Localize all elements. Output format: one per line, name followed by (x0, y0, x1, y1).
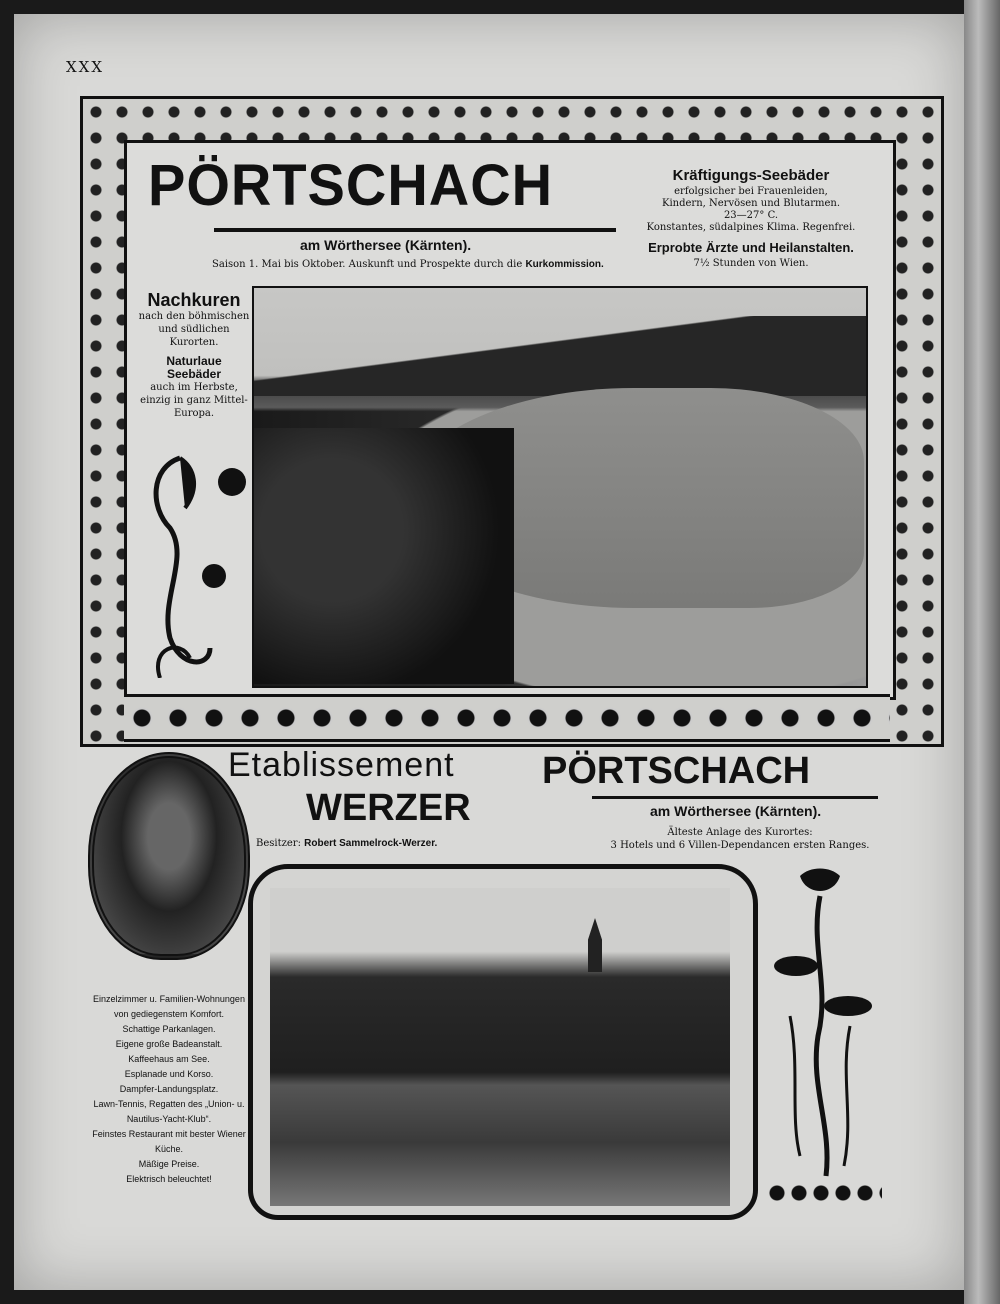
hotel-photo (270, 888, 730, 1206)
top-ad-title: PÖRTSCHACH (148, 151, 554, 218)
owner-label: Besitzer: (256, 838, 301, 849)
info-line: 3 Hotels und 6 Villen-Dependancen ersten Ranges. (610, 840, 870, 851)
right-line: Kindern, Nervösen und Blutarmen. (661, 198, 841, 209)
feature-item: Einzelzimmer u. Familien-Wohnungen (93, 994, 245, 1004)
info-line: Älteste Anlage des Kurortes: (667, 827, 813, 838)
feature-item: Dampfer-Landungsplatz. (119, 1084, 219, 1094)
lotus-ornament-icon (770, 866, 880, 1186)
left-heading: Nachkuren (147, 290, 241, 310)
right-heading: Kräftigungs-Seebäder (672, 167, 830, 184)
ornamental-strip (766, 1180, 882, 1206)
lake-photo (252, 286, 868, 688)
feature-item: Feinstes Restaurant mit bester Wiener Küche. (92, 1129, 246, 1154)
owner-name: Robert Sammelrock-Werzer. (304, 838, 438, 849)
season-strong: Kurkommission. (525, 259, 604, 270)
feature-item: Elektrisch beleuchtet! (126, 1174, 212, 1184)
top-ad-right-block (622, 166, 880, 270)
feature-item: Kaffeehaus am See. (128, 1054, 210, 1064)
owner-line (256, 838, 437, 849)
feature-item: Schattige Parkanlagen. (122, 1024, 216, 1034)
right-line: erfolgsicher bei Frauenleiden, (674, 186, 828, 197)
title-rule (592, 796, 878, 799)
etablissement-label: Etablissement (228, 746, 455, 784)
bottom-ad-info (600, 826, 880, 852)
werzer-title: WERZER (306, 787, 471, 829)
left-text: nach den böhmischen und südlichen Kurorten. (138, 311, 250, 348)
top-ad-subtitle: am Wörthersee (Kärnten). (300, 237, 472, 253)
feature-item: von gediegenstem Komfort. (113, 1009, 225, 1019)
season-text: Saison 1. Mai bis Oktober. Auskunft und Prospekte durch die (212, 259, 523, 270)
feature-item: Mäßige Preise. (138, 1159, 200, 1169)
bottom-ad-title: PÖRTSCHACH (542, 750, 811, 792)
right-heading-2: Erprobte Ärzte und Heilanstalten. (648, 240, 854, 255)
right-line: Konstantes, südalpines Klima. Regenfrei. (646, 222, 856, 233)
title-rule (214, 228, 616, 232)
feature-item: Eigene große Badeanstalt. (115, 1039, 223, 1049)
ornamental-strip (124, 694, 890, 742)
feature-item: Lawn-Tennis, Regatten des „Union- u. Nautilus-Yacht-Klub“. (93, 1099, 245, 1124)
bottom-ad-subtitle: am Wörthersee (Kärnten). (650, 803, 822, 819)
left-text: auch im Herbste, einzig in ganz Mittel-Europa. (140, 382, 248, 419)
right-line: 7½ Stunden von Wien. (693, 258, 809, 269)
feature-item: Esplanade und Korso. (124, 1069, 214, 1079)
page-number: XXX (66, 58, 105, 76)
season-line (212, 259, 604, 270)
portrait-medallion (88, 752, 250, 960)
top-ad-left-column (138, 290, 250, 420)
trees (254, 428, 514, 684)
right-line: 23—27° C. (723, 210, 779, 221)
art-nouveau-ornament-icon (140, 448, 250, 678)
left-heading-2: Naturlaue Seebäder (166, 354, 222, 381)
page-edge (964, 0, 1000, 1304)
mountains (254, 316, 866, 396)
features-list (84, 992, 254, 1187)
